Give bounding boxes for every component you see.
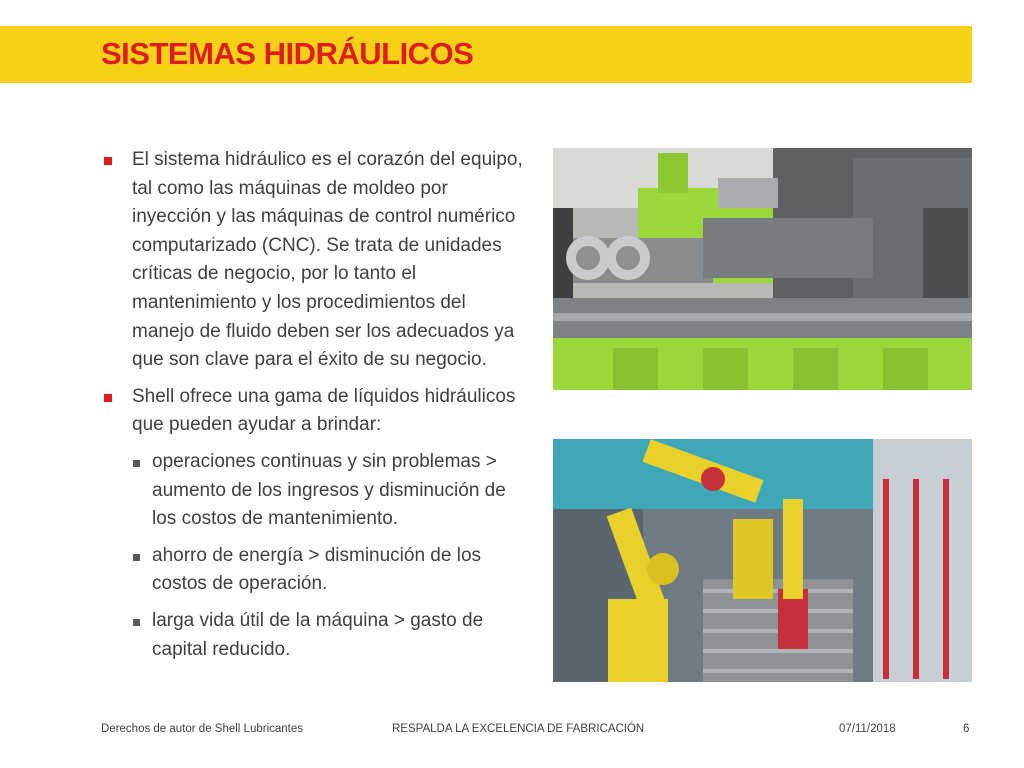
sub-bullet-square-icon xyxy=(133,460,140,467)
sub-bullet-item xyxy=(101,607,531,664)
robotic-arms-photo xyxy=(553,439,972,682)
slide-content xyxy=(101,146,531,672)
footer-date: 07/11/2018 xyxy=(839,723,896,735)
sub-bullet-text: larga vida útil de la máquina > gasto de capital reducido. xyxy=(152,609,484,660)
sub-bullet-square-icon xyxy=(133,619,140,626)
bullet-square-icon xyxy=(104,157,112,165)
footer-copyright: Derechos de autor de Shell Lubricantes xyxy=(101,723,304,735)
sub-bullet-square-icon xyxy=(133,554,140,561)
sub-bullet-item xyxy=(101,542,531,599)
injection-molding-machine-photo xyxy=(553,148,972,390)
bullet-text: El sistema hidráulico es el corazón del equipo, tal como las máquinas de moldeo por inyección y las máquinas de control numérico computarizado (CNC). Se trata de unidades críticas de negocio, por lo tanto el mantenimiento y los procedimientos del manejo de fluido deben ser los adecuados ya que son clave para el éxito de su negocio. xyxy=(132,149,523,371)
sub-bullet-item xyxy=(101,448,531,534)
bullet-item xyxy=(101,383,531,440)
bullet-text: Shell ofrece una gama de líquidos hidráulicos que pueden ayudar a brindar: xyxy=(132,385,516,436)
bullet-square-icon xyxy=(104,394,112,402)
sub-bullet-text: operaciones continuas y sin problemas > aumento de los ingresos y disminución de los costos de mantenimiento. xyxy=(152,450,506,530)
footer-center-text: RESPALDA LA EXCELENCIA DE FABRICACIÓN xyxy=(392,723,645,735)
bullet-item xyxy=(101,146,531,375)
sub-bullet-text: ahorro de energía > disminución de los costos de operación. xyxy=(152,544,482,595)
footer-page-number: 6 xyxy=(963,723,970,735)
slide-title: SISTEMAS HIDRÁULICOS xyxy=(101,36,474,71)
